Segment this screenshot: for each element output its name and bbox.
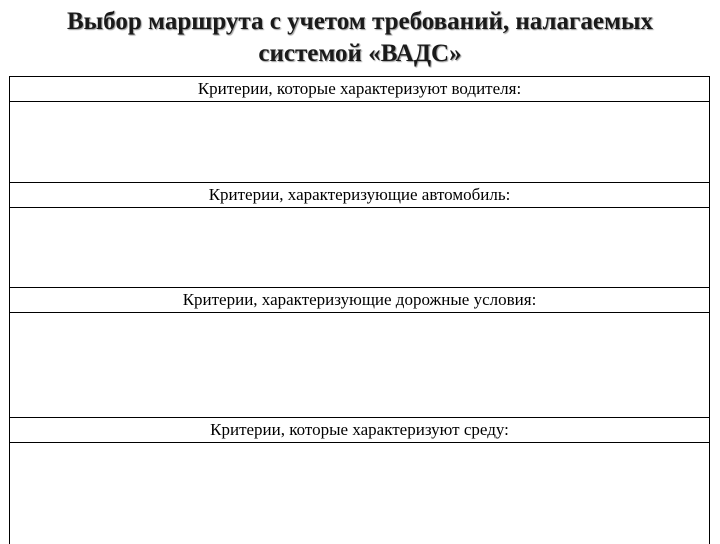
road-criteria-cell[interactable]: [10, 313, 709, 417]
environment-criteria-header: Критерии, которые характеризуют среду:: [10, 417, 709, 443]
driver-criteria-section: [10, 76, 709, 182]
environment-criteria-section: [10, 417, 709, 544]
criteria-table: [9, 76, 710, 544]
vehicle-criteria-section: [10, 182, 709, 287]
vehicle-criteria-header: Критерии, характеризующие автомобиль:: [10, 182, 709, 208]
driver-criteria-header: Критерии, которые характеризуют водителя:: [10, 76, 709, 102]
slide-title: [0, 6, 720, 70]
environment-criteria-cell[interactable]: [10, 443, 709, 544]
title-line-1: Выбор маршрута с учетом требований, налагаемых: [66, 8, 654, 35]
road-criteria-header: Критерии, характеризующие дорожные условия:: [10, 287, 709, 313]
title-line-2: системой «ВАДС»: [258, 40, 462, 67]
driver-criteria-cell[interactable]: [10, 102, 709, 182]
road-criteria-section: [10, 287, 709, 417]
vehicle-criteria-cell[interactable]: [10, 208, 709, 287]
